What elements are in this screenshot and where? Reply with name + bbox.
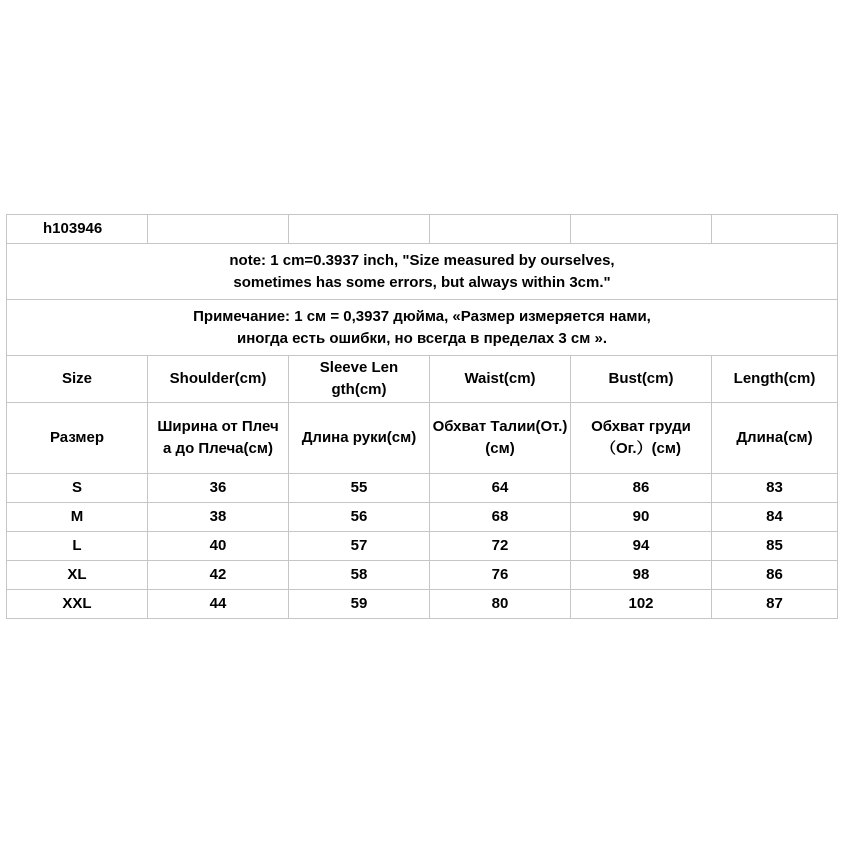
header-ru-size: Размер xyxy=(7,403,148,474)
cell-shoulder: 38 xyxy=(148,503,289,532)
header-en-row xyxy=(7,356,838,403)
table-row xyxy=(7,590,838,619)
header-ru-row xyxy=(7,403,838,474)
cell-length: 83 xyxy=(712,474,838,503)
header-size: Size xyxy=(7,356,148,403)
table-row xyxy=(7,561,838,590)
empty-cell xyxy=(712,215,838,244)
table-row xyxy=(7,532,838,561)
cell-shoulder: 44 xyxy=(148,590,289,619)
cell-length: 85 xyxy=(712,532,838,561)
empty-cell xyxy=(289,215,430,244)
note-en-line-1: note: 1 cm=0.3937 inch, "Size measured by ourselves, xyxy=(229,251,615,269)
cell-bust: 98 xyxy=(571,561,712,590)
cell-waist: 64 xyxy=(430,474,571,503)
note-en xyxy=(7,244,838,300)
cell-bust: 90 xyxy=(571,503,712,532)
cell-shoulder: 36 xyxy=(148,474,289,503)
cell-bust: 94 xyxy=(571,532,712,561)
size-chart-table xyxy=(6,214,838,619)
cell-shoulder: 42 xyxy=(148,561,289,590)
table-row xyxy=(7,503,838,532)
note-en-row xyxy=(7,244,838,300)
cell-sleeve: 57 xyxy=(289,532,430,561)
header-bust: Bust(cm) xyxy=(571,356,712,403)
header-waist: Waist(cm) xyxy=(430,356,571,403)
cell-waist: 68 xyxy=(430,503,571,532)
note-en-line-2: sometimes has some errors, but always within 3cm." xyxy=(233,273,611,291)
table-row xyxy=(7,474,838,503)
cell-sleeve: 59 xyxy=(289,590,430,619)
note-ru xyxy=(7,300,838,356)
product-code: h103946 xyxy=(7,215,148,244)
header-sleeve-length: Sleeve Length(cm) xyxy=(289,356,430,403)
header-ru-length: Длина(см) xyxy=(712,403,838,474)
header-ru-sleeve-length: Длина руки(см) xyxy=(289,403,430,474)
cell-length: 86 xyxy=(712,561,838,590)
cell-size: M xyxy=(7,503,148,532)
cell-bust: 86 xyxy=(571,474,712,503)
cell-length: 87 xyxy=(712,590,838,619)
note-ru-line-2: иногда есть ошибки, но всегда в пределах 3 см ». xyxy=(236,329,608,347)
cell-size: XL xyxy=(7,561,148,590)
cell-size: L xyxy=(7,532,148,561)
header-ru-waist: Обхват Талии(От.)(см) xyxy=(430,403,571,474)
cell-sleeve: 55 xyxy=(289,474,430,503)
note-ru-row xyxy=(7,300,838,356)
cell-waist: 72 xyxy=(430,532,571,561)
cell-waist: 80 xyxy=(430,590,571,619)
empty-cell xyxy=(430,215,571,244)
cell-size: XXL xyxy=(7,590,148,619)
header-ru-shoulder: Ширина от Плеча до Плеча(см) xyxy=(148,403,289,474)
header-ru-bust: Обхват груди（Ог.）(см) xyxy=(571,403,712,474)
cell-sleeve: 58 xyxy=(289,561,430,590)
header-shoulder: Shoulder(cm) xyxy=(148,356,289,403)
empty-cell xyxy=(571,215,712,244)
cell-bust: 102 xyxy=(571,590,712,619)
cell-sleeve: 56 xyxy=(289,503,430,532)
cell-length: 84 xyxy=(712,503,838,532)
product-code-row xyxy=(7,215,838,244)
empty-cell xyxy=(148,215,289,244)
cell-waist: 76 xyxy=(430,561,571,590)
note-ru-line-1: Примечание: 1 см = 0,3937 дюйма, «Размер измеряется нами, xyxy=(193,307,651,325)
cell-shoulder: 40 xyxy=(148,532,289,561)
header-length: Length(cm) xyxy=(712,356,838,403)
cell-size: S xyxy=(7,474,148,503)
